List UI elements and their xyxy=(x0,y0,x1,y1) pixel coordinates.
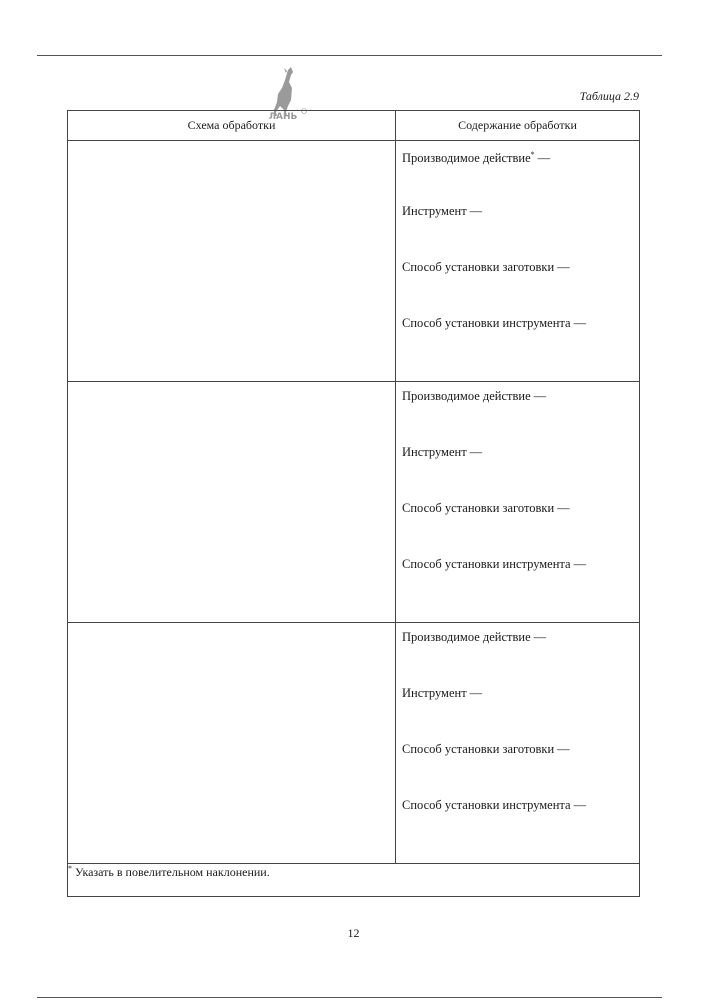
field-dash: — xyxy=(557,501,570,515)
field-action[interactable] xyxy=(402,629,639,685)
field-tool[interactable] xyxy=(402,203,639,259)
field-dash: — xyxy=(533,630,547,644)
footnote xyxy=(68,864,640,897)
field-action[interactable] xyxy=(402,147,639,203)
field-label: Производимое действие xyxy=(402,389,531,403)
column-header-scheme: Схема обработки xyxy=(68,111,396,141)
scheme-cell[interactable] xyxy=(68,382,396,623)
content-cell xyxy=(396,382,640,623)
field-label: Способ установки заготовки xyxy=(402,501,555,515)
field-workpiece-mounting[interactable] xyxy=(402,500,639,556)
field-tool-mounting[interactable] xyxy=(402,556,639,572)
field-workpiece-mounting[interactable] xyxy=(402,741,639,797)
field-label: Производимое действие xyxy=(402,630,531,644)
field-dash: — xyxy=(469,204,483,218)
table-row xyxy=(68,141,640,382)
column-header-content: Содержание обработки xyxy=(396,111,640,141)
field-dash: — xyxy=(537,151,551,166)
field-label: Способ установки заготовки xyxy=(402,742,555,756)
field-label: Производимое действие xyxy=(402,151,531,166)
content-cell xyxy=(396,141,640,382)
field-label: Инструмент xyxy=(402,204,467,218)
field-dash: — xyxy=(469,686,483,700)
field-tool-mounting[interactable] xyxy=(402,797,639,813)
footer-rule xyxy=(37,997,662,998)
footnote-marker: * xyxy=(530,150,535,159)
footnote-marker: * xyxy=(68,864,72,873)
processing-table xyxy=(67,110,640,897)
field-dash: — xyxy=(557,742,570,756)
content-cell xyxy=(396,623,640,864)
field-dash: — xyxy=(533,389,547,403)
field-label: Инструмент xyxy=(402,686,467,700)
field-dash: — xyxy=(573,557,587,571)
field-dash: — xyxy=(557,260,570,274)
footnote-text: Указать в повелительном наклонении. xyxy=(75,865,270,879)
table-header-row xyxy=(68,111,640,141)
field-tool[interactable] xyxy=(402,444,639,500)
field-label: Способ установки заготовки xyxy=(402,260,555,274)
table-row xyxy=(68,623,640,864)
field-action[interactable] xyxy=(402,388,639,444)
table-row xyxy=(68,382,640,623)
header-rule xyxy=(37,55,662,56)
scheme-cell[interactable] xyxy=(68,141,396,382)
field-dash: — xyxy=(469,445,483,459)
field-label: Инструмент xyxy=(402,445,467,459)
field-dash: — xyxy=(573,316,587,330)
page-number: 12 xyxy=(347,926,360,940)
field-label: Способ установки инструмента xyxy=(402,798,571,812)
field-tool-mounting[interactable] xyxy=(402,315,639,331)
footnote-row xyxy=(68,864,640,897)
field-label: Способ установки инструмента xyxy=(402,557,571,571)
scheme-cell[interactable] xyxy=(68,623,396,864)
table-caption: Таблица 2.9 xyxy=(579,89,639,103)
logo-text: ЛАНЬ xyxy=(268,112,298,120)
field-dash: — xyxy=(573,798,587,812)
field-tool[interactable] xyxy=(402,685,639,741)
field-label: Способ установки инструмента xyxy=(402,316,571,330)
field-workpiece-mounting[interactable] xyxy=(402,259,639,315)
